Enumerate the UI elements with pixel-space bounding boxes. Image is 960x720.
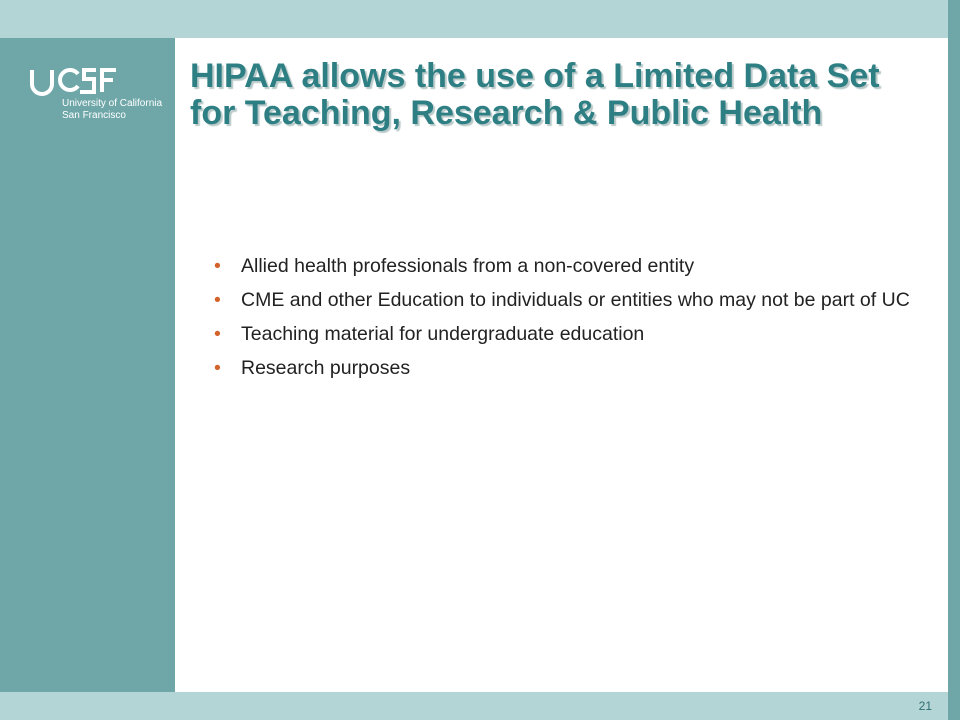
bullet-dot-icon: •: [214, 323, 221, 345]
bottom-band: [0, 692, 948, 720]
bullet-item: [214, 322, 914, 346]
left-panel: [0, 38, 175, 692]
logo-subtitle: [62, 98, 162, 122]
top-band: [0, 0, 948, 38]
right-strip: [948, 0, 960, 720]
bullet-text: Teaching material for undergraduate education: [241, 323, 645, 345]
bullet-dot-icon: •: [214, 255, 221, 277]
bullet-item: [214, 254, 914, 278]
logo-line1: University of California: [62, 98, 163, 109]
page-number: 21: [918, 699, 932, 713]
bullet-text: CME and other Education to individuals or entities who may not be part of UC: [241, 289, 910, 311]
logo-line2: San Francisco: [62, 110, 126, 121]
bullet-item: [214, 288, 914, 312]
bullet-text: Research purposes: [241, 357, 411, 379]
bullet-dot-icon: •: [214, 357, 221, 379]
bullet-item: [214, 356, 914, 380]
bullet-dot-icon: •: [214, 289, 221, 311]
ucsf-logo: [30, 66, 170, 128]
bullet-text: Allied health professionals from a non-covered entity: [241, 255, 695, 277]
bullet-list: [214, 254, 914, 390]
slide-title: HIPAA allows the use of a Limited Data Set for Teaching, Research & Public Health: [190, 57, 880, 132]
ucsf-logo-mark: [30, 66, 120, 98]
